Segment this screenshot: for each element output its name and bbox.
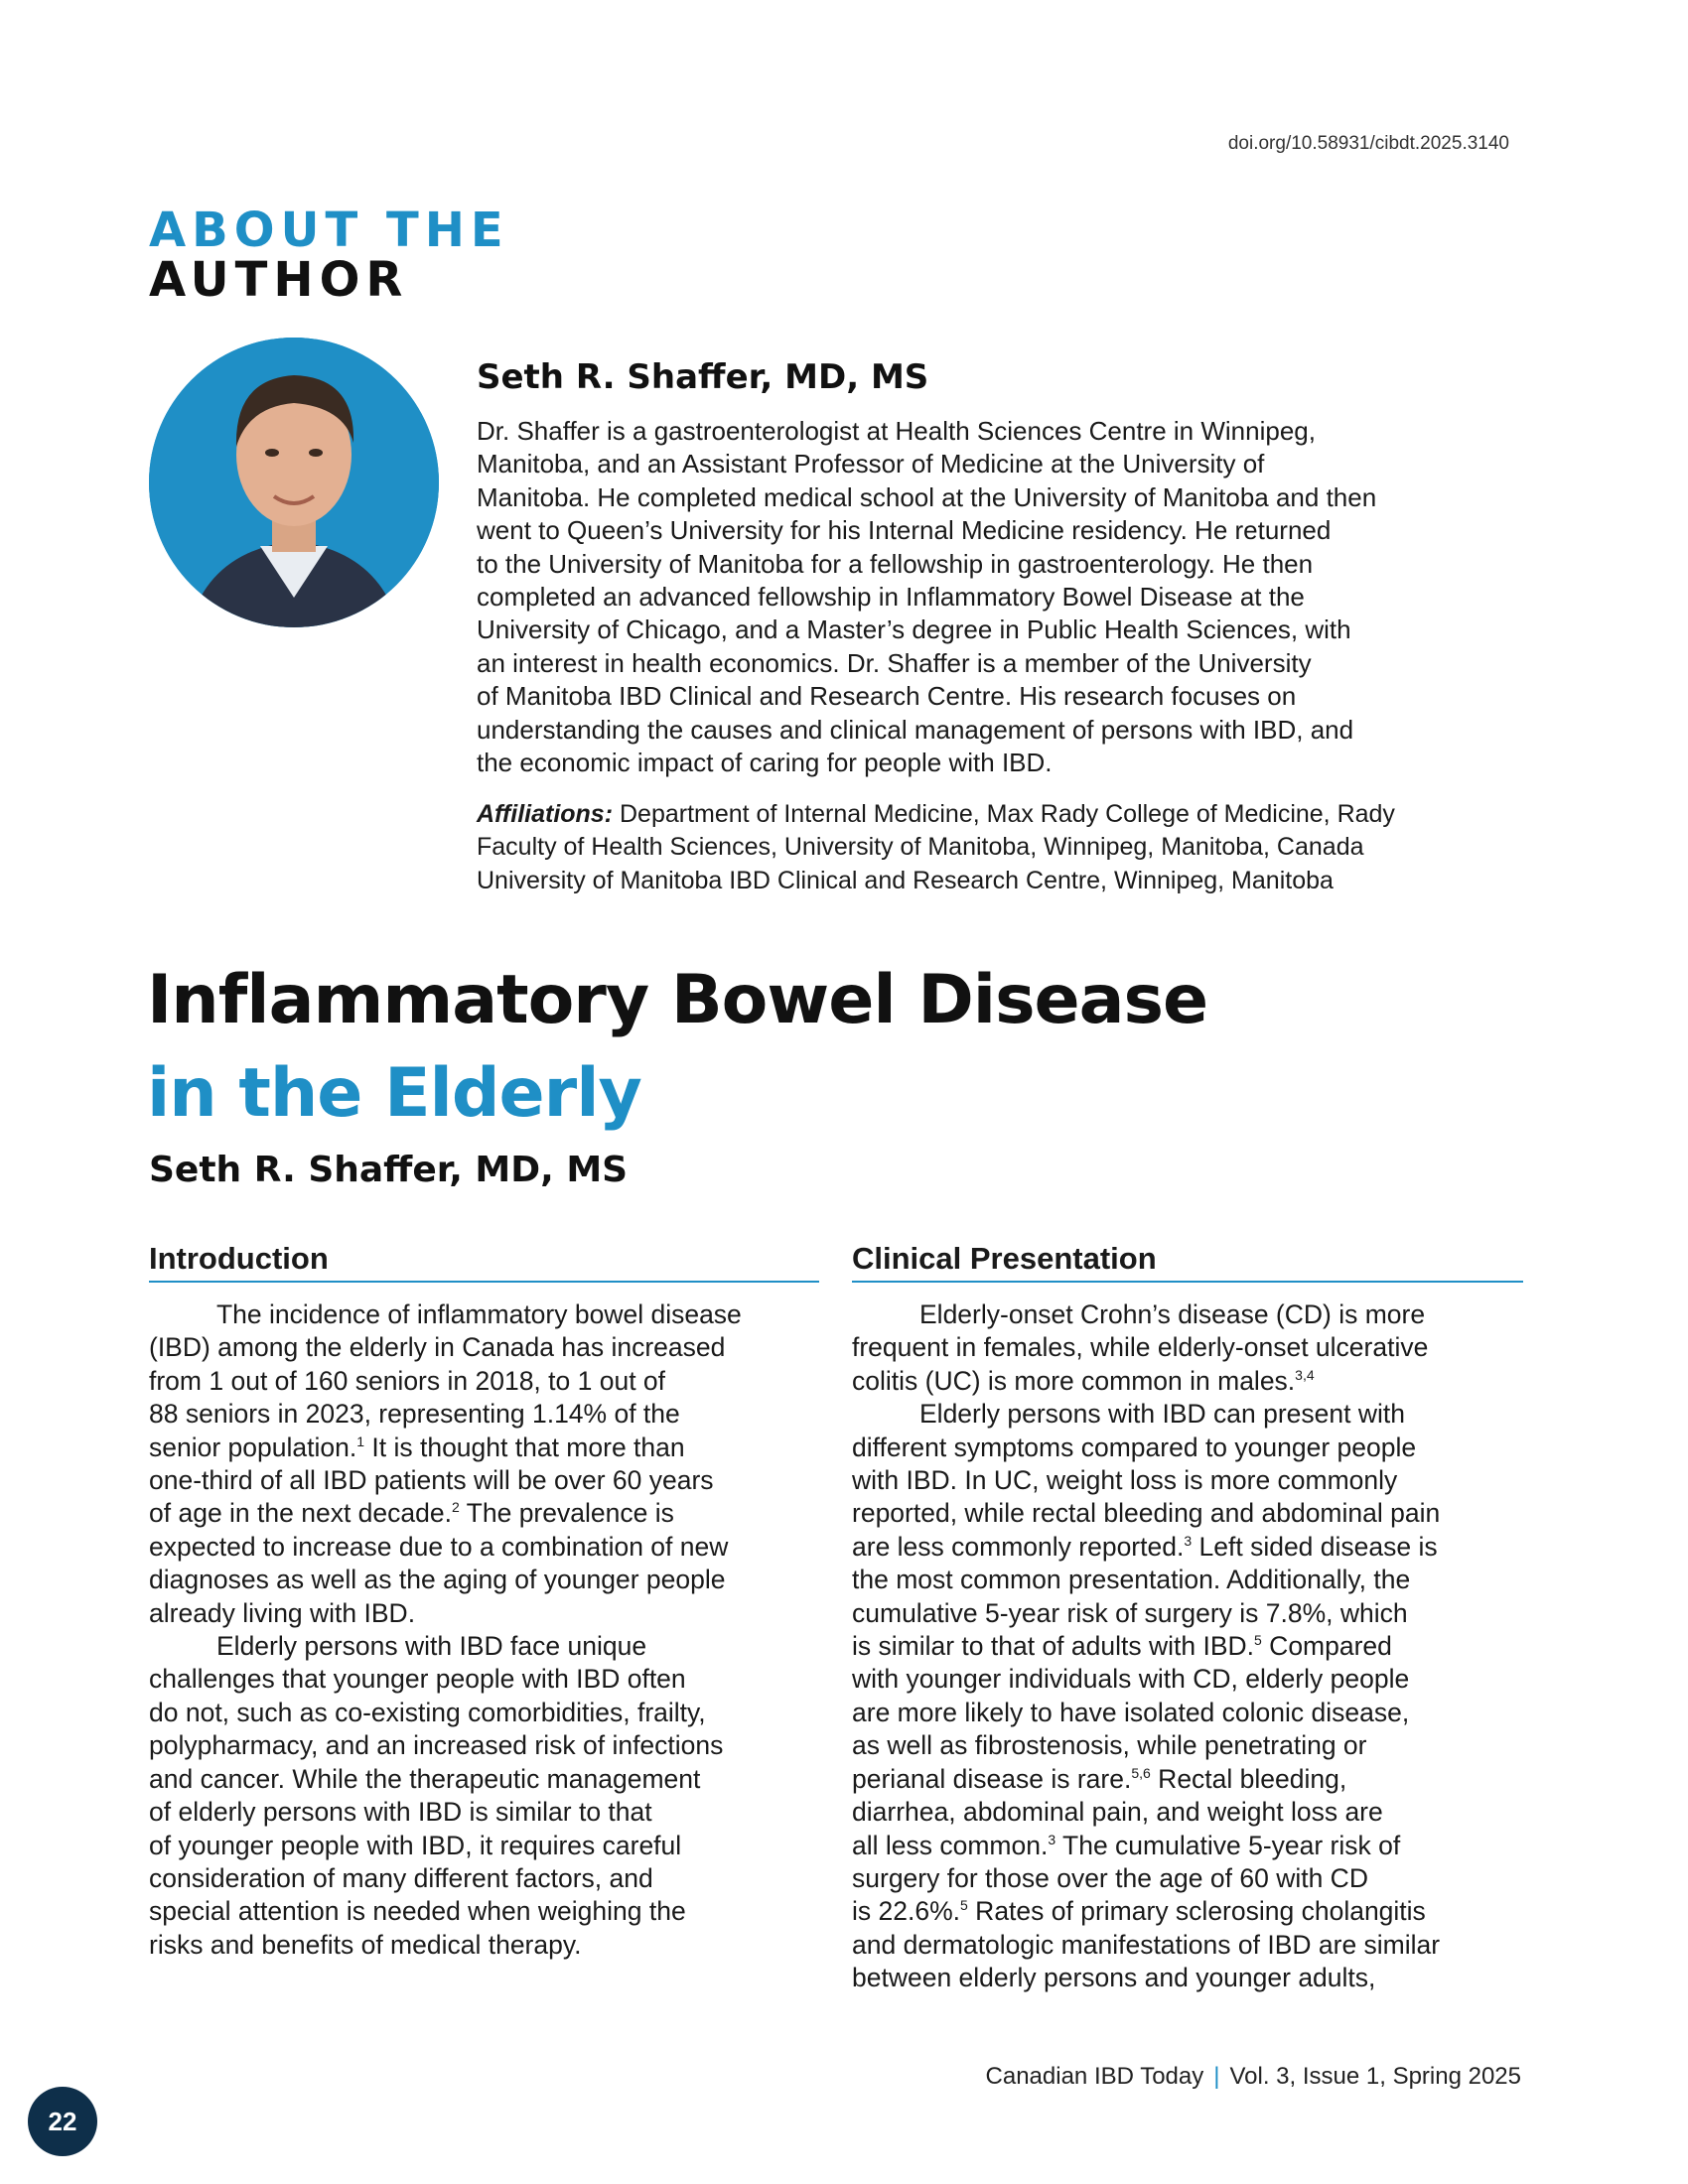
body-text: Rates of primary sclerosing cholangitis <box>967 1896 1426 1927</box>
body-line: and dermatologic manifestations of IBD are similar <box>852 1929 1441 1960</box>
affiliations-text: Department of Internal Medicine, Max Rady College of Medicine, Rady <box>620 800 1395 828</box>
bio-line: Manitoba, and an Assistant Professor of Medicine at the University of <box>477 449 1265 479</box>
body-text: is 22.6%. <box>852 1896 961 1927</box>
body-text: colitis (UC) is more common in males. <box>852 1365 1296 1396</box>
author-photo <box>149 338 439 627</box>
bio-line: completed an advanced fellowship in Inflammatory Bowel Disease at the <box>477 582 1305 613</box>
body-line: are more likely to have isolated colonic disease, <box>852 1697 1410 1727</box>
body-line: Elderly persons with IBD can present with <box>919 1399 1405 1430</box>
citation-marker: 3,4 <box>1295 1366 1315 1383</box>
citation-marker: 5,6 <box>1131 1764 1151 1781</box>
body-line: the most common presentation. Additionally, the <box>852 1565 1411 1595</box>
affiliations-line <box>477 798 1529 831</box>
body-line: expected to increase due to a combination of new <box>149 1531 729 1562</box>
citation-marker: 5 <box>1254 1632 1262 1649</box>
bio-line: the economic impact of caring for people with IBD. <box>477 748 1053 778</box>
body-text: is similar to that of adults with IBD. <box>852 1631 1255 1662</box>
body-line: surgery for those over the age of 60 with CD <box>852 1862 1368 1893</box>
citation-marker: 3 <box>1048 1831 1056 1847</box>
body-line: of younger people with IBD, it requires careful <box>149 1830 682 1860</box>
bio-line: of Manitoba IBD Clinical and Research Centre. His research focuses on <box>477 681 1297 712</box>
citation-marker: 2 <box>451 1499 460 1516</box>
body-text: The cumulative 5-year risk of <box>1055 1830 1401 1860</box>
body-line: Elderly persons with IBD face unique <box>216 1631 647 1662</box>
body-line: already living with IBD. <box>149 1597 416 1628</box>
body-line: different symptoms compared to younger people <box>852 1432 1417 1462</box>
body-line: do not, such as co-existing comorbidities, frailty, <box>149 1697 706 1727</box>
citation-marker: 3 <box>1184 1533 1193 1550</box>
author-portrait-image <box>149 338 439 627</box>
section-heading-introduction: Introduction <box>149 1241 819 1283</box>
bio-line: Dr. Shaffer is a gastroenterologist at Health Sciences Centre in Winnipeg, <box>477 416 1316 446</box>
body-line <box>852 1830 1532 1862</box>
body-line: diarrhea, abdominal pain, and weight loss are <box>852 1797 1383 1828</box>
body-text: The prevalence is <box>459 1498 674 1529</box>
body-line: diagnoses as well as the aging of younger people <box>149 1565 726 1595</box>
page-footer <box>986 2063 1521 2091</box>
body-line: Elderly-onset Crohn’s disease (CD) is more <box>919 1299 1426 1329</box>
body-line: consideration of many different factors, and <box>149 1862 653 1893</box>
author-name: Seth R. Shaffer, MD, MS <box>477 357 929 397</box>
clinical-presentation-body <box>852 1298 1532 1995</box>
bio-line: Manitoba. He completed medical school at the University of Manitoba and then <box>477 481 1377 512</box>
author-affiliations <box>477 798 1529 897</box>
affiliations-line: University of Manitoba IBD Clinical and Research Centre, Winnipeg, Manitoba <box>477 866 1334 894</box>
body-line: 88 seniors in 2023, representing 1.14% of the <box>149 1399 680 1430</box>
footer-divider: | <box>1213 2063 1220 2090</box>
body-line <box>149 1432 829 1464</box>
article-byline: Seth R. Shaffer, MD, MS <box>149 1150 629 1190</box>
body-line <box>852 1630 1532 1663</box>
bio-line: to the University of Manitoba for a fellowship in gastroenterology. He then <box>477 548 1314 579</box>
body-line <box>852 1763 1532 1796</box>
body-text: all less common. <box>852 1830 1049 1860</box>
bio-line: went to Queen’s University for his Internal Medicine residency. He returned <box>477 515 1332 546</box>
bio-line: an interest in health economics. Dr. Shaffer is a member of the University <box>477 647 1312 678</box>
doi-link[interactable]: doi.org/10.58931/cibdt.2025.3140 <box>1227 133 1509 154</box>
body-text: Rectal bleeding, <box>1150 1763 1347 1794</box>
citation-marker: 5 <box>960 1897 968 1914</box>
body-line: The incidence of inflammatory bowel disease <box>216 1299 742 1329</box>
body-line <box>149 1497 829 1530</box>
body-line: with IBD. In UC, weight loss is more commonly <box>852 1465 1398 1496</box>
about-heading-line1: ABOUT THE <box>149 203 509 258</box>
body-line: from 1 out of 160 seniors in 2018, to 1 out of <box>149 1365 666 1396</box>
about-heading-line2: AUTHOR <box>149 252 409 308</box>
body-line: with younger individuals with CD, elderly people <box>852 1664 1410 1695</box>
body-line: one-third of all IBD patients will be over 60 years <box>149 1465 714 1496</box>
body-text: perianal disease is rare. <box>852 1763 1132 1794</box>
body-line: challenges that younger people with IBD often <box>149 1664 686 1695</box>
body-text: Compared <box>1261 1631 1392 1662</box>
body-line: and cancer. While the therapeutic management <box>149 1763 701 1794</box>
body-line <box>852 1365 1532 1398</box>
body-line: reported, while rectal bleeding and abdominal pain <box>852 1498 1441 1529</box>
body-line <box>852 1531 1532 1564</box>
section-heading-clinical-presentation: Clinical Presentation <box>852 1241 1523 1283</box>
journal-name: Canadian IBD Today <box>985 2063 1204 2090</box>
body-text: Left sided disease is <box>1192 1531 1438 1562</box>
citation-marker: 1 <box>356 1433 365 1449</box>
body-text: senior population. <box>149 1432 357 1462</box>
page-number-badge: 22 <box>28 2087 97 2156</box>
body-line: frequent in females, while elderly-onset ulcerative <box>852 1332 1429 1363</box>
body-text: of age in the next decade. <box>149 1498 452 1529</box>
body-line: polypharmacy, and an increased risk of infections <box>149 1730 724 1761</box>
body-line: risks and benefits of medical therapy. <box>149 1929 582 1960</box>
body-line: of elderly persons with IBD is similar to that <box>149 1797 652 1828</box>
body-line: (IBD) among the elderly in Canada has increased <box>149 1332 726 1363</box>
bio-line: understanding the causes and clinical management of persons with IBD, and <box>477 714 1354 745</box>
author-bio <box>477 415 1529 779</box>
body-text: It is thought that more than <box>364 1432 685 1462</box>
body-line <box>852 1895 1532 1928</box>
issue-info: Vol. 3, Issue 1, Spring 2025 <box>1229 2063 1521 2090</box>
body-line: between elderly persons and younger adults, <box>852 1963 1376 1993</box>
bio-line: University of Chicago, and a Master’s degree in Public Health Sciences, with <box>477 614 1351 645</box>
body-line: special attention is needed when weighing the <box>149 1896 686 1927</box>
body-line: cumulative 5-year risk of surgery is 7.8%, which <box>852 1597 1408 1628</box>
body-line: as well as fibrostenosis, while penetrating or <box>852 1730 1367 1761</box>
article-title-line1: Inflammatory Bowel Disease <box>147 961 1208 1039</box>
introduction-body <box>149 1298 829 1962</box>
article-title-line2: in the Elderly <box>147 1054 641 1133</box>
affiliations-line: Faculty of Health Sciences, University of Manitoba, Winnipeg, Manitoba, Canada <box>477 833 1364 862</box>
body-text: are less commonly reported. <box>852 1531 1185 1562</box>
affiliations-label: Affiliations: <box>477 800 614 828</box>
